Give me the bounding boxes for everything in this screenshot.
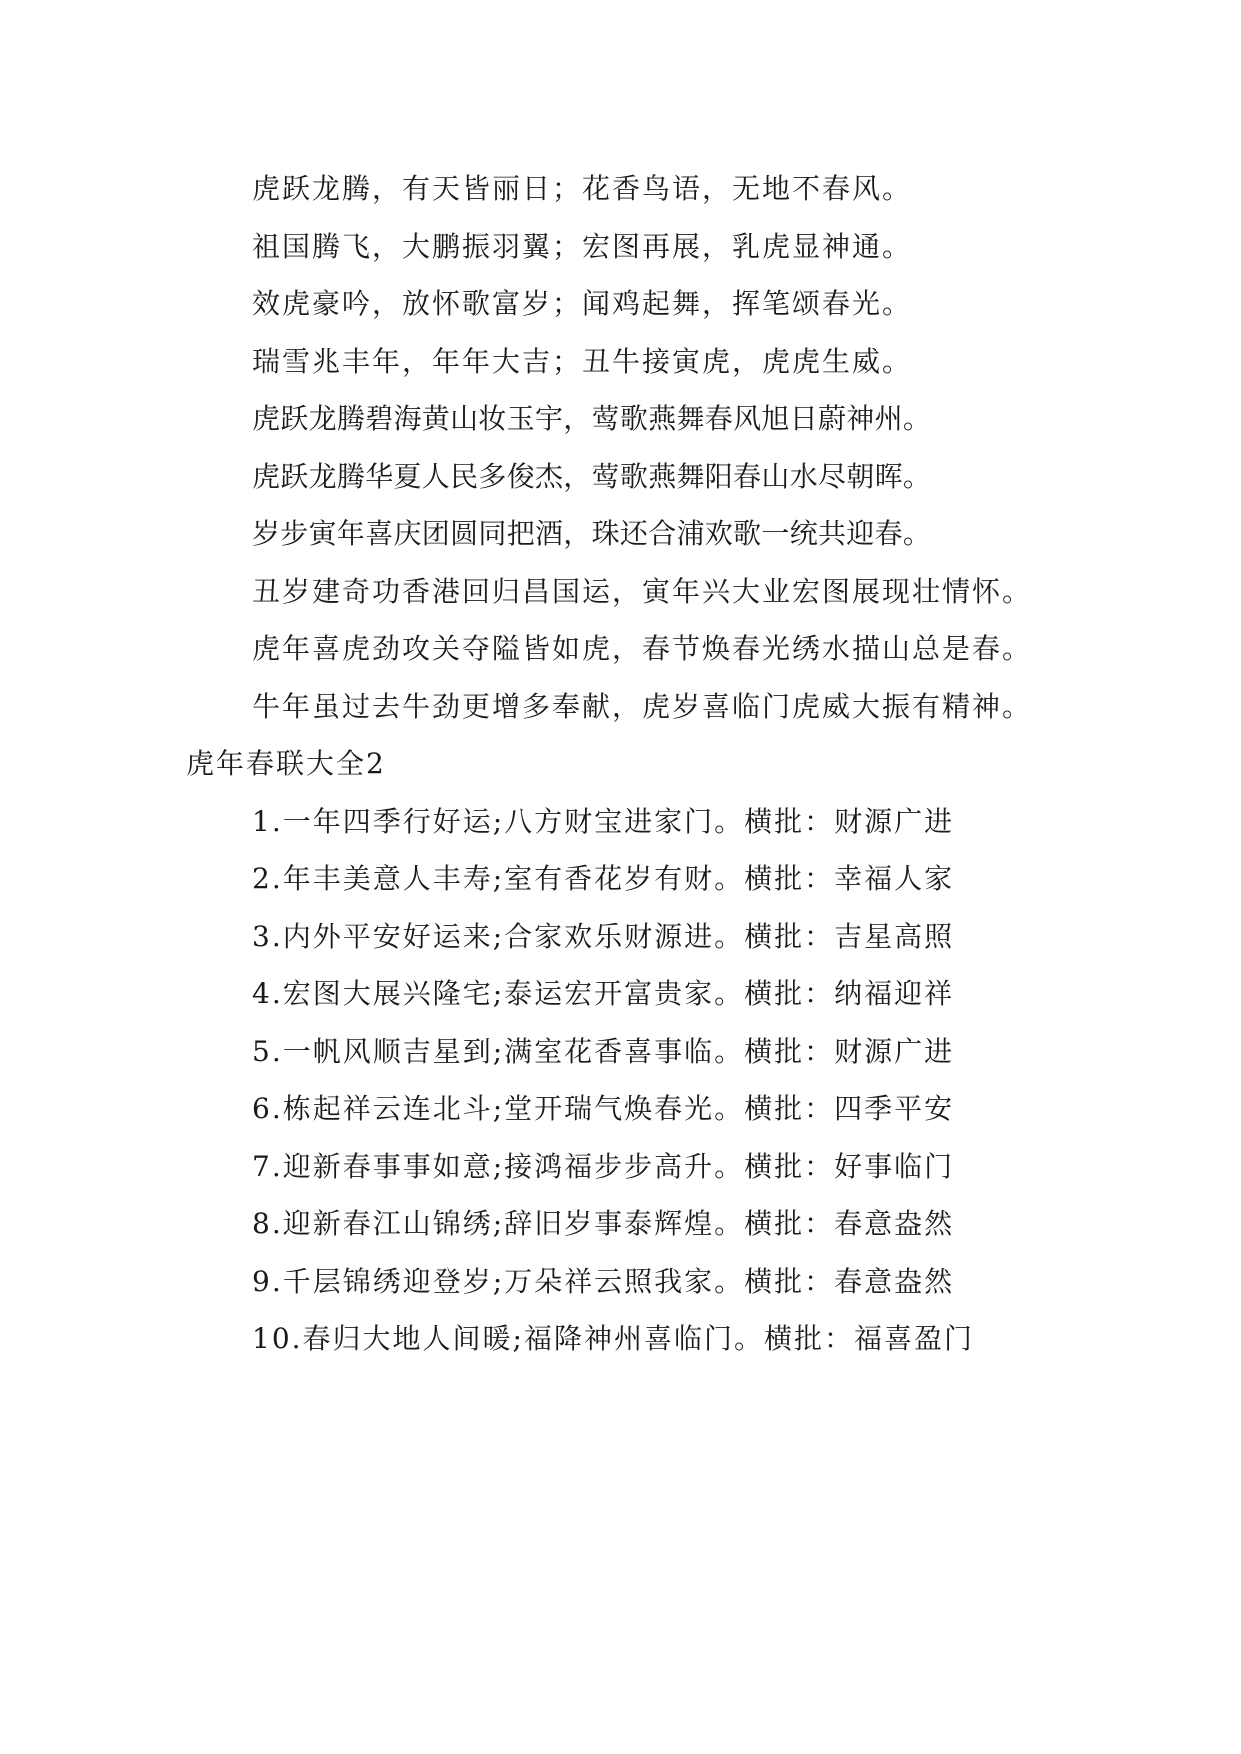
- couplet-paragraph-9: 虎年喜虎劲攻关夺隘皆如虎，春节焕春光绣水描山总是春。: [252, 632, 1033, 665]
- couplet-paragraph-7: 岁步寅年喜庆团圆同把酒，珠还合浦欢歌一统共迎春。: [252, 517, 932, 550]
- list-item-2: 2.年丰美意人丰寿;室有香花岁有财。横批：幸福人家: [252, 862, 955, 895]
- couplet-paragraph-1: 虎跃龙腾，有天皆丽日；花香鸟语，无地不春风。: [252, 172, 913, 205]
- list-item-5: 5.一帆风顺吉星到;满室花香喜事临。横批：财源广进: [252, 1034, 955, 1068]
- list-item-10: 10.春归大地人间暖;福降神州喜临门。横批：福喜盈门: [252, 1322, 974, 1355]
- list-item-1: 1.一年四季行好运;八方财宝进家门。横批：财源广进: [252, 804, 955, 838]
- couplet-paragraph-8: 丑岁建奇功香港回归昌国运，寅年兴大业宏图展现壮情怀。: [252, 574, 1033, 608]
- list-item-8: 8.迎新春江山锦绣;辞旧岁事泰辉煌。横批：春意盎然: [252, 1207, 955, 1240]
- list-item-6: 6.栋起祥云连北斗;堂开瑞气焕春光。横批：四季平安: [252, 1092, 955, 1125]
- couplet-paragraph-4: 瑞雪兆丰年，年年大吉；丑牛接寅虎，虎虎生威。: [252, 344, 913, 378]
- list-item-9: 9.千层锦绣迎登岁;万朵祥云照我家。横批：春意盎然: [252, 1264, 955, 1298]
- couplet-paragraph-2: 祖国腾飞，大鹏振羽翼；宏图再展，乳虎显神通。: [252, 229, 913, 263]
- couplet-paragraph-5: 虎跃龙腾碧海黄山妆玉宇，莺歌燕舞春风旭日蔚神州。: [252, 402, 932, 435]
- couplet-paragraph-6: 虎跃龙腾华夏人民多俊杰，莺歌燕舞阳春山水尽朝晖。: [252, 459, 932, 493]
- section-heading: 虎年春联大全2: [186, 747, 386, 780]
- list-item-4: 4.宏图大展兴隆宅;泰运宏开富贵家。横批：纳福迎祥: [252, 977, 955, 1010]
- list-item-7: 7.迎新春事事如意;接鸿福步步高升。横批：好事临门: [252, 1149, 955, 1183]
- list-item-3: 3.内外平安好运来;合家欢乐财源进。横批：吉星高照: [252, 919, 955, 953]
- couplet-paragraph-10: 牛年虽过去牛劲更增多奉献，虎岁喜临门虎威大振有精神。: [252, 689, 1033, 723]
- couplet-paragraph-3: 效虎豪吟，放怀歌富岁；闻鸡起舞，挥笔颂春光。: [252, 287, 913, 320]
